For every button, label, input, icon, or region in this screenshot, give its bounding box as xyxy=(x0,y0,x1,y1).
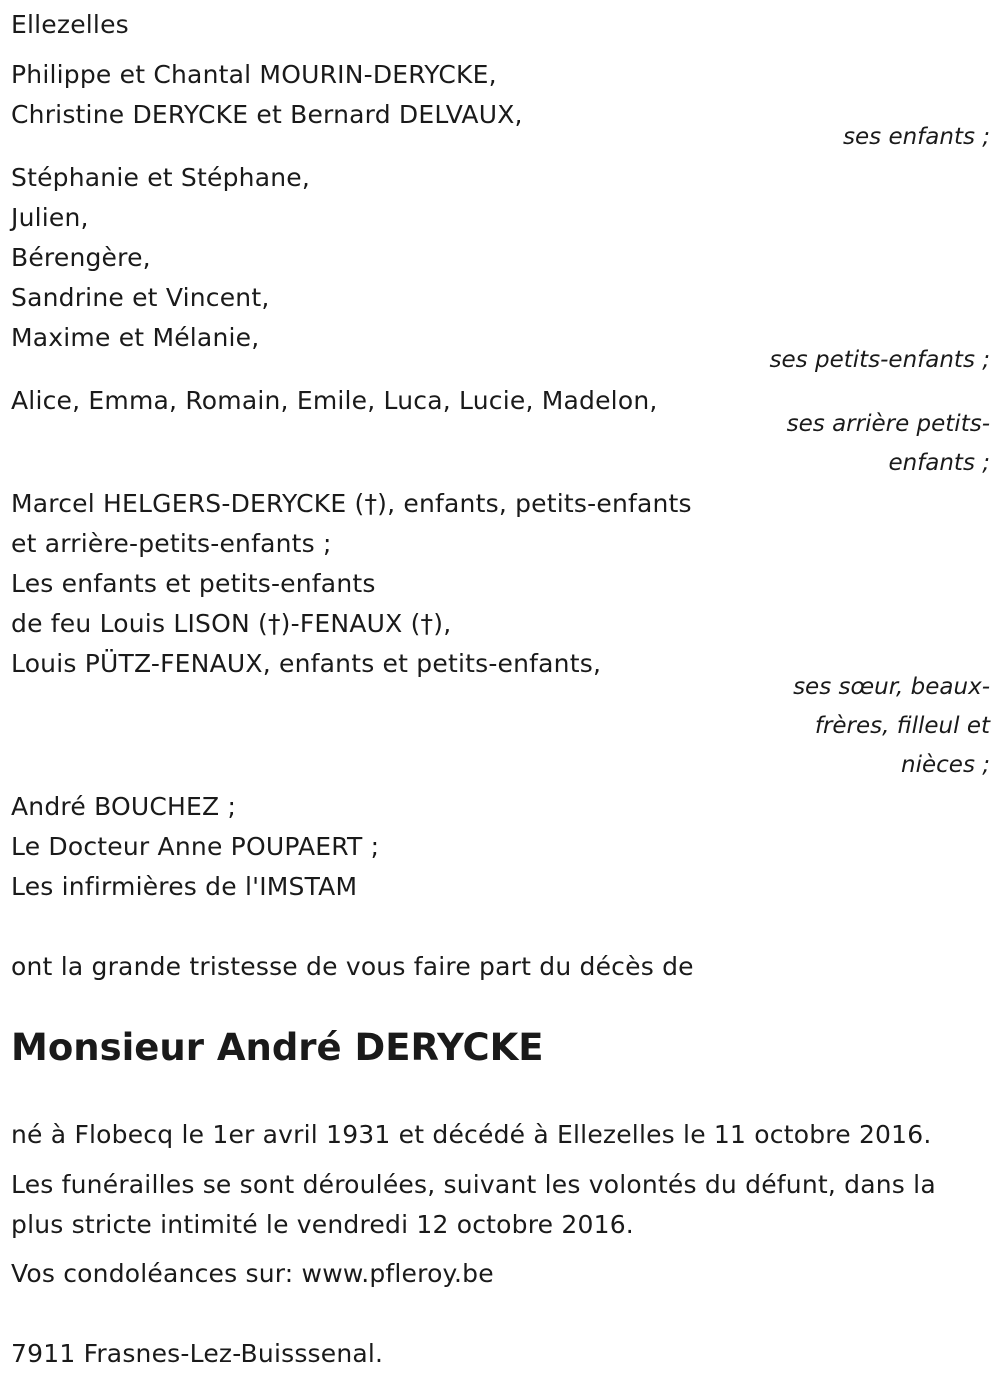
funeral-text: Les funérailles se sont déroulées, suivant les volontés du défunt, dans la plus stricte intimité le vendredi 12 octobre 2016. xyxy=(11,1170,936,1239)
family-line: Louis PÜTZ-FENAUX, enfants et petits-enfants, xyxy=(11,649,602,678)
family-line: Marcel HELGERS-DERYCKE (†), enfants, petits-enfants xyxy=(11,489,692,518)
location-header: Ellezelles xyxy=(11,10,129,39)
family-line: Les infirmières de l'IMSTAM xyxy=(11,872,358,901)
family-line: de feu Louis LISON (†)-FENAUX (†), xyxy=(11,609,452,638)
family-line: André BOUCHEZ ; xyxy=(11,792,237,821)
family-line: Alice, Emma, Romain, Emile, Luca, Lucie, Madelon, xyxy=(11,386,658,415)
address-text: 7911 Frasnes-Lez-Buisssenal. xyxy=(11,1339,384,1368)
family-line: Maxime et Mélanie, xyxy=(11,323,260,352)
family-line: Philippe et Chantal MOURIN-DERYCKE, xyxy=(11,60,497,89)
deceased-name: Monsieur André DERYCKE xyxy=(11,1026,544,1069)
family-line: Sandrine et Vincent, xyxy=(11,283,270,312)
family-line: Le Docteur Anne POUPAERT ; xyxy=(11,832,380,861)
relation-label-grandchildren: ses petits-enfants ; xyxy=(769,347,990,373)
announcement-text: ont la grande tristesse de vous faire part du décès de xyxy=(11,952,694,981)
family-line: Stéphanie et Stéphane, xyxy=(11,163,310,192)
family-line: Christine DERYCKE et Bernard DELVAUX, xyxy=(11,100,523,129)
relation-label-siblings: ses sœur, beaux-frères, filleul et nièces ; xyxy=(793,674,990,778)
family-line: Bérengère, xyxy=(11,243,151,272)
family-line: et arrière-petits-enfants ; xyxy=(11,529,332,558)
family-line: Julien, xyxy=(11,203,89,232)
condolences-text: Vos condoléances sur: www.pfleroy.be xyxy=(11,1259,494,1288)
relation-label-great-grandchildren: ses arrière petits-enfants ; xyxy=(786,411,990,476)
family-line: Les enfants et petits-enfants xyxy=(11,569,376,598)
birth-death-text: né à Flobecq le 1er avril 1931 et décédé à Ellezelles le 11 octobre 2016. xyxy=(11,1120,932,1149)
relation-label-children: ses enfants ; xyxy=(843,124,990,150)
